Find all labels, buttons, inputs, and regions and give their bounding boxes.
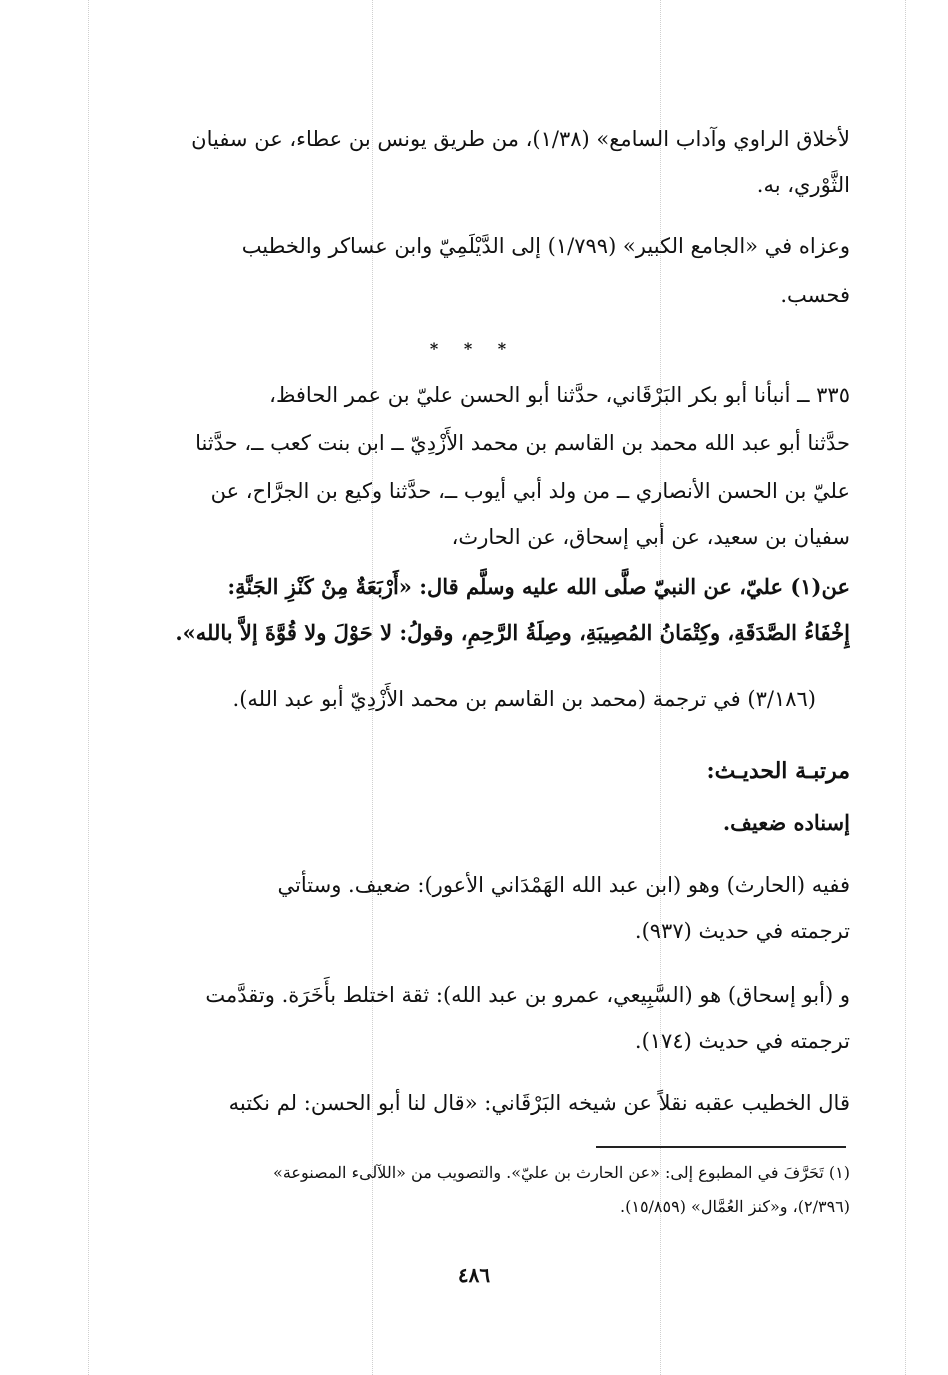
text-line: ففيه (الحارث) وهو (ابن عبد الله الهَمْدَاني الأعور): ضعيف. وستأتي — [277, 873, 850, 897]
hadith-line: ٣٣٥ ــ أنبأنا أبو بكر البَرْقَاني، حدَّثنا أبو الحسن عليّ بن عمر الحافظ، — [269, 383, 850, 407]
page-number: ٤٨٦ — [457, 1263, 491, 1287]
scan-guide-line — [905, 0, 906, 1375]
footnote-line: (٢/٣٩٦)، و«كنز العُمَّال» (١٥/٨٥٩). — [620, 1197, 850, 1216]
hadith-line: عليّ بن الحسن الأنصاري ــ من ولد أبي أيوب ــ، حدَّثنا وكيع بن الجرَّاح، عن — [210, 479, 850, 503]
section-heading: مرتبـة الحديـث: — [706, 758, 850, 784]
scan-guide-line — [88, 0, 89, 1375]
text-line: فحسب. — [780, 283, 850, 307]
grading-line: إسناده ضعيف. — [722, 810, 850, 835]
text-line: الثَّوْري، به. — [756, 173, 850, 197]
footnote-line: (١) تَحَرَّفَ في المطبوع إلى: «عن الحارث بن عليّ». والتصويب من «اللآلىء المصنوعة» — [273, 1163, 850, 1182]
text-line: لأخلاق الراوي وآداب السامع» (١/٣٨)، من طريق يونس بن عطاء، عن سفيان — [191, 127, 850, 151]
footnote-divider — [596, 1146, 846, 1148]
text-line: قال الخطيب عقبه نقلاً عن شيخه البَرْقَاني: «قال لنا أبو الحسن: لم نكتبه — [228, 1091, 850, 1115]
text-line: و (أبو إسحاق) هو (السَّبِيعي، عمرو بن عبد الله): ثقة اختلط بأَخَرَة. وتقدَّمت — [205, 983, 850, 1007]
hadith-matn-line: عن(١) عليّ، عن النبيّ صلَّى الله عليه وسلَّم قال: «أَرْبَعَةٌ مِنْ كَنْزِ الجَنَّةِ: — [227, 574, 850, 599]
reference-line: (٣/١٨٦) في ترجمة (محمد بن القاسم بن محمد الأَزْدِيّ أبو عبد الله). — [232, 687, 816, 711]
text-line: ترجمته في حديث (٩٣٧). — [634, 919, 850, 943]
text-line: وعزاه في «الجامع الكبير» (١/٧٩٩) إلى الدَّيْلَمِيّ وابن عساكر والخطيب — [241, 234, 850, 258]
hadith-line: سفيان بن سعيد، عن أبي إسحاق، عن الحارث، — [451, 525, 850, 549]
text-line: ترجمته في حديث (١٧٤). — [634, 1029, 850, 1053]
hadith-matn-line: إِخْفَاءُ الصَّدَقَةِ، وكِتْمَانُ المُصِيبَةِ، وصِلَةُ الرَّحِمِ، وقولُ: لا حَوْلَ ولا قُوَّةَ إلاَّ بالله». — [175, 620, 850, 645]
section-separator: * * * — [429, 339, 517, 358]
hadith-line: حدَّثنا أبو عبد الله محمد بن القاسم بن محمد الأَزْدِيّ ــ ابن بنت كعب ــ، حدَّثنا — [195, 431, 850, 455]
